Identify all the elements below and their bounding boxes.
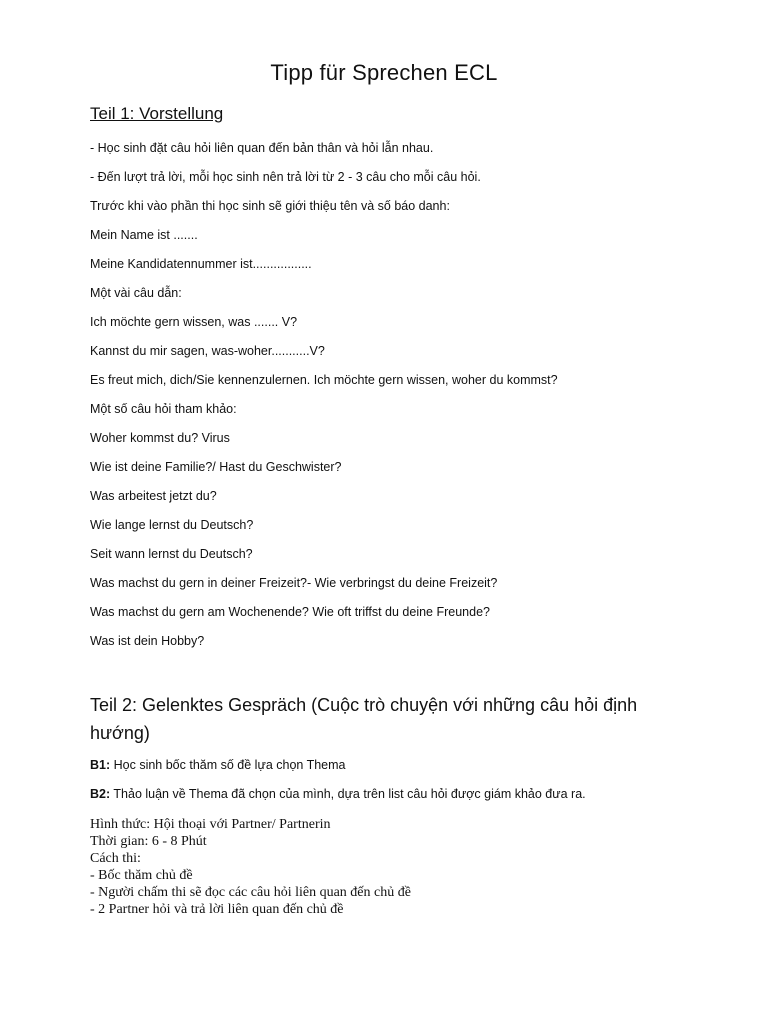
teil1-line: Meine Kandidatennummer ist................. bbox=[90, 257, 312, 271]
b1-label: B1: bbox=[90, 758, 111, 772]
b2-text: Thảo luận về Thema đã chọn của mình, dựa trên list câu hỏi được giám khảo đưa ra. bbox=[110, 787, 586, 801]
teil1-line: Was machst du gern in deiner Freizeit?- Wie verbringst du deine Freizeit? bbox=[90, 576, 498, 590]
teil2-detail: - Bốc thăm chủ đề bbox=[90, 868, 193, 883]
teil1-line: Was machst du gern am Wochenende? Wie oft triffst du deine Freunde? bbox=[90, 605, 490, 619]
page-title: Tipp für Sprechen ECL bbox=[270, 60, 498, 85]
b1-text: Học sinh bốc thăm số đề lựa chọn Thema bbox=[110, 758, 346, 772]
teil1-line: - Học sinh đặt câu hỏi liên quan đến bản thân và hỏi lẫn nhau. bbox=[90, 141, 434, 155]
teil1-line: Es freut mich, dich/Sie kennenzulernen. Ich möchte gern wissen, woher du kommst? bbox=[90, 373, 558, 387]
teil1-line: Wie lange lernst du Deutsch? bbox=[90, 518, 254, 532]
teil1-line: Seit wann lernst du Deutsch? bbox=[90, 547, 253, 561]
teil2-detail: - Người chấm thi sẽ đọc các câu hỏi liên quan đến chủ đề bbox=[90, 885, 411, 900]
teil2-detail: Cách thi: bbox=[90, 851, 141, 866]
teil2-detail: Thời gian: 6 - 8 Phút bbox=[90, 834, 207, 849]
teil2-detail: - 2 Partner hỏi và trả lời liên quan đến chủ đề bbox=[90, 902, 344, 917]
teil1-line: Was arbeitest jetzt du? bbox=[90, 489, 217, 503]
teil2-b1 bbox=[90, 758, 346, 772]
teil2-b2 bbox=[90, 787, 586, 801]
teil1-line: Kannst du mir sagen, was-woher...........V? bbox=[90, 344, 325, 358]
teil1-line: Trước khi vào phần thi học sinh sẽ giới thiệu tên và số báo danh: bbox=[90, 199, 450, 213]
b2-label: B2: bbox=[90, 787, 111, 801]
teil1-heading: Teil 1: Vorstellung bbox=[90, 104, 224, 123]
teil1-line: Woher kommst du? Virus bbox=[90, 431, 230, 445]
teil1-line: Mein Name ist ....... bbox=[90, 228, 198, 242]
teil1-line: - Đến lượt trả lời, mỗi học sinh nên trả lời từ 2 - 3 câu cho mỗi câu hỏi. bbox=[90, 170, 481, 184]
teil2-detail: Hình thức: Hội thoại với Partner/ Partnerin bbox=[90, 817, 331, 832]
teil1-line: Một vài câu dẫn: bbox=[90, 286, 182, 300]
teil1-line: Một số câu hỏi tham khảo: bbox=[90, 402, 237, 416]
teil1-line: Ich möchte gern wissen, was ....... V? bbox=[90, 315, 298, 329]
teil1-line: Wie ist deine Familie?/ Hast du Geschwister? bbox=[90, 460, 342, 474]
teil1-line: Was ist dein Hobby? bbox=[90, 634, 205, 648]
teil2-heading: Teil 2: Gelenktes Gespräch (Cuộc trò chuyện với những câu hỏi định hướng) bbox=[90, 695, 638, 743]
